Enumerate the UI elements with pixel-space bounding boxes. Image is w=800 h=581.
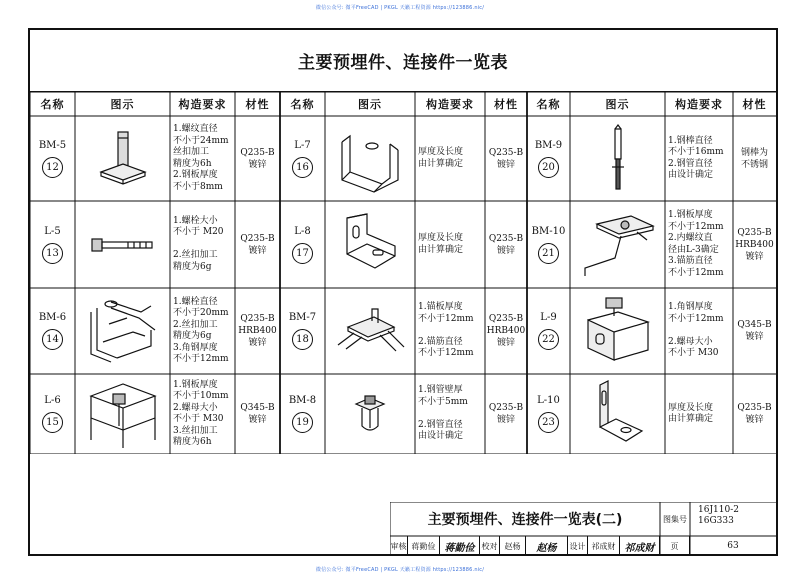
item-req-l10: 厚度及长度 由计算确定 [668, 402, 714, 424]
page-label: 页 [660, 536, 690, 556]
bolt-icon [75, 201, 170, 288]
item-number: 20 [538, 157, 559, 178]
item-number: 15 [42, 412, 63, 433]
header-material-1: 材性 [245, 98, 270, 111]
item-req-l9: 1.角钢厚度 不小于12mm 2.螺母大小 不小于 M30 [668, 302, 724, 359]
item-name-l6 [30, 374, 75, 454]
item-req-bm6: 1.螺栓直径 不小于20mm 2.丝扣加工 精度为6g 3.角钢厚度 不小于12mm [173, 296, 229, 364]
page-title: 主要预埋件、连接件一览表 [30, 30, 776, 92]
review-label: 审核 [390, 536, 408, 556]
item-code: BM-6 [38, 312, 67, 323]
signature-row [390, 536, 776, 556]
item-code: L-8 [294, 225, 311, 237]
item-number: 21 [538, 243, 559, 264]
title-block [390, 502, 776, 556]
item-name-l5 [30, 201, 75, 288]
item-name-bm8 [280, 374, 325, 454]
item-name-l8 [280, 201, 325, 288]
item-material-l7: Q235-B 镀锌 [488, 147, 524, 170]
item-code: BM-5 [38, 139, 67, 151]
item-material-bm6: Q235-B HRB400 镀锌 [238, 314, 277, 348]
item-req-bm8: 1.钢管壁厚 不小于5mm 2.钢管直径 由设计确定 [418, 385, 468, 442]
page-number: 63 [727, 541, 739, 551]
item-name-l7 [280, 116, 325, 201]
item-material-l9: Q345-B 镀锌 [737, 320, 772, 342]
header-req-1: 构造要求 [178, 98, 227, 111]
header-req-3: 构造要求 [675, 98, 723, 111]
u-bracket-icon [325, 116, 415, 201]
item-name-bm6 [30, 288, 75, 374]
atlas-code: 16J110-2 16G333 [698, 505, 740, 526]
item-material-l6: Q345-B 镀锌 [240, 403, 275, 425]
item-req-l7: 厚度及长度 由计算确定 [418, 147, 464, 169]
item-material-l5: Q235-B 镀锌 [240, 233, 275, 256]
header-figure-2: 图示 [358, 98, 382, 111]
item-req-bm5: 1.螺纹直径 不小于24mm 丝扣加工 精度为6h 2.钢板厚度 不小于8mm [173, 124, 229, 192]
header-material-3: 材性 [742, 98, 767, 111]
item-material-bm7: Q235-B HRB400 镀锌 [486, 314, 526, 348]
item-code: L-9 [540, 312, 557, 323]
item-req-bm9: 1.钢棒直径 不小于16mm 2.钢管直径 由设计确定 [668, 135, 724, 180]
item-req-bm10: 1.钢板厚度 不小于12mm 2.内螺纹直 径由L-3确定 3.锚筋直径 不小于12mm [668, 210, 724, 278]
angle-bolt-icon [570, 288, 665, 374]
reviewer-signature: 蒋勤俭 [440, 536, 480, 556]
item-code: BM-8 [288, 395, 317, 406]
header-req-2: 构造要求 [426, 98, 474, 111]
designer-signature: 祁成财 [620, 536, 660, 556]
item-code: L-6 [44, 395, 61, 406]
item-number: 19 [292, 412, 313, 433]
plate-bar-icon [570, 201, 665, 288]
angle-hole-icon [570, 374, 665, 454]
item-number: 14 [42, 329, 63, 350]
watermark-bottom: 微信公众号: 微平FreeCAD | PKGL 天籁工程资源 https://123886.nic/ [315, 567, 485, 573]
drawing-frame [28, 28, 778, 556]
checker-name: 赵杨 [500, 536, 526, 556]
check-label: 校对 [480, 536, 500, 556]
header-name-2: 名称 [290, 98, 315, 111]
anchor-plate-icon [325, 288, 415, 374]
item-name-bm9 [527, 116, 570, 201]
item-material-l10: Q235-B 镀锌 [737, 403, 772, 425]
design-label: 设计 [568, 536, 588, 556]
item-code: BM-9 [534, 139, 563, 151]
item-name-l10 [527, 374, 570, 454]
header-figure-1: 图示 [110, 98, 135, 111]
item-name-bm10 [527, 201, 570, 288]
header-material-2: 材性 [494, 98, 518, 111]
anchor-bolt-plate-icon [75, 116, 170, 201]
item-code: L-5 [44, 225, 61, 237]
item-code: L-10 [537, 395, 560, 406]
rebar-frame-icon [75, 288, 170, 374]
header-name-3: 名称 [536, 98, 561, 111]
item-name-bm7 [280, 288, 325, 374]
reviewer-name: 蒋勤俭 [408, 536, 440, 556]
item-req-l6: 1.钢板厚度 不小于10mm 2.螺母大小 不小于 M30 3.丝扣加工 精度为6h [173, 379, 229, 447]
item-req-l8: 厚度及长度 由计算确定 [418, 233, 464, 255]
box-frame-icon [75, 374, 170, 454]
header-name-1: 名称 [40, 98, 65, 111]
item-material-bm10: Q235-B HRB400 镀锌 [735, 227, 774, 262]
embed-cup-icon [325, 374, 415, 454]
item-number: 23 [538, 412, 559, 433]
item-material-bm8: Q235-B 镀锌 [488, 403, 524, 425]
atlas-label: 图集号 [663, 514, 687, 524]
steel-rod-icon [570, 116, 665, 201]
checker-signature: 赵杨 [526, 536, 568, 556]
item-material-bm5: Q235-B 镀锌 [240, 147, 275, 170]
item-number: 12 [42, 157, 63, 178]
item-number: 13 [42, 243, 63, 264]
item-req-l5: 1.螺栓大小 不小于 M20 2.丝扣加工 精度为6g [173, 215, 224, 272]
sheet-title: 主要预埋件、连接件一览表(二) [427, 512, 623, 528]
item-name-l9 [527, 288, 570, 374]
angle-slot-icon [325, 201, 415, 288]
item-code: BM-7 [288, 312, 317, 323]
item-name-bm5 [30, 116, 75, 201]
item-number: 22 [538, 329, 559, 350]
item-number: 17 [292, 243, 313, 264]
item-req-bm7: 1.锚板厚度 不小于12mm 2.锚筋直径 不小于12mm [418, 302, 474, 359]
item-material-l8: Q235-B 镀锌 [488, 233, 524, 256]
header-figure-3: 图示 [605, 98, 630, 111]
item-material-bm9: 钢棒为 不锈钢 [740, 147, 768, 170]
item-number: 18 [292, 329, 313, 350]
item-number: 16 [292, 157, 313, 178]
item-code: BM-10 [531, 225, 566, 237]
item-code: L-7 [294, 139, 311, 151]
watermark-top: 微信公众号: 微平FreeCAD | PKGL 天籁工程资源 https://123886.nic/ [315, 5, 485, 11]
designer-name: 祁成财 [588, 536, 620, 556]
